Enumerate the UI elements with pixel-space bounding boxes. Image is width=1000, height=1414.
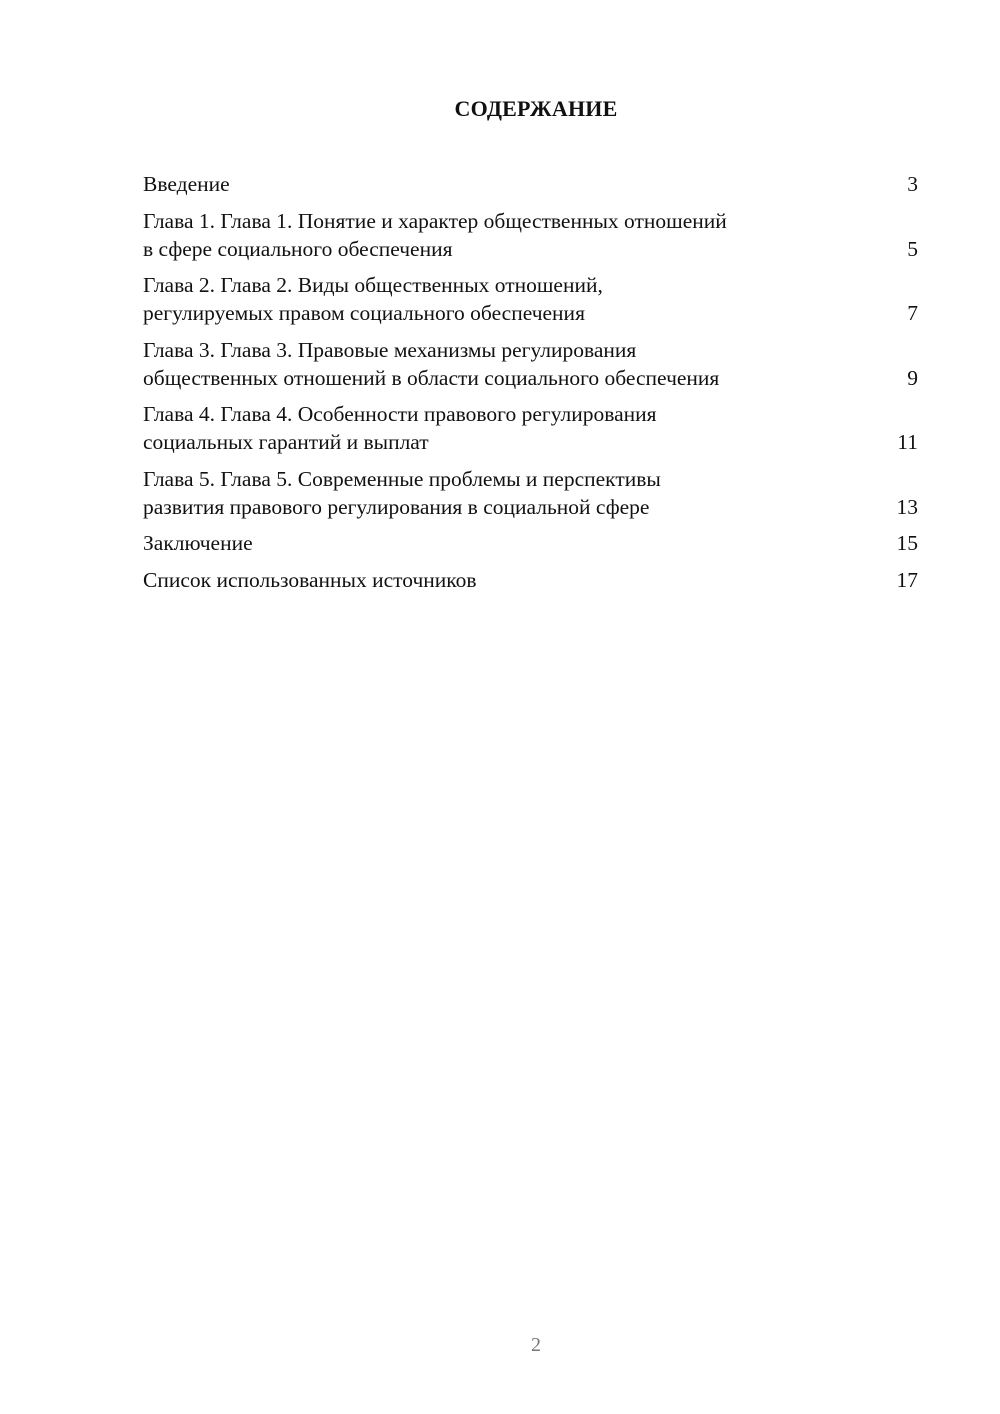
toc-entry-references <box>143 566 918 594</box>
toc-entry-line: развития правового регулирования в социальной сфере <box>143 494 650 519</box>
toc-entry-page: 15 <box>896 531 918 555</box>
toc-entry-page: 9 <box>907 365 918 390</box>
toc-entry-line: социальных гарантий и выплат <box>143 430 429 454</box>
toc-title <box>0 96 1000 122</box>
toc-entry-introduction <box>143 170 918 198</box>
toc-entry-text <box>143 170 230 198</box>
toc-entry-text <box>143 465 661 521</box>
toc-title-text: СОДЕРЖАНИЕ <box>454 96 618 121</box>
toc-entry-line: общественных отношений в области социального обеспечения <box>143 365 720 390</box>
toc-entry-text <box>143 336 719 392</box>
table-of-contents <box>143 170 918 602</box>
toc-entry-page: 17 <box>896 567 918 592</box>
toc-entry-text <box>143 566 477 594</box>
page-number: 2 <box>531 1334 541 1356</box>
toc-entry-line: в сфере социального обеспечения <box>143 236 453 261</box>
toc-entry-line: Глава 3. Глава 3. Правовые механизмы регулирования <box>143 337 637 362</box>
toc-entry-chapter-2 <box>143 271 918 327</box>
toc-entry-line: Глава 2. Глава 2. Виды общественных отношений, <box>143 273 603 297</box>
toc-entry-line: Глава 5. Глава 5. Современные проблемы и перспективы <box>143 466 661 491</box>
toc-entry-text <box>143 207 727 263</box>
toc-entry-line: Заключение <box>143 531 253 555</box>
toc-entry-text <box>143 529 253 557</box>
toc-entry-chapter-4 <box>143 400 918 456</box>
toc-entry-page: 11 <box>897 430 918 454</box>
toc-entry-chapter-3 <box>143 336 918 392</box>
toc-entry-page: 7 <box>907 301 918 325</box>
toc-entry-chapter-1 <box>143 207 918 263</box>
toc-entry-text <box>143 400 657 456</box>
toc-entry-page: 5 <box>907 236 918 261</box>
toc-entry-line: регулируемых правом социального обеспечения <box>143 301 585 325</box>
toc-entry-chapter-5 <box>143 465 918 521</box>
toc-entry-line: Глава 4. Глава 4. Особенности правового регулирования <box>143 402 657 426</box>
toc-entry-text <box>143 271 603 327</box>
toc-entry-line: Глава 1. Глава 1. Понятие и характер общественных отношений <box>143 208 727 233</box>
toc-entry-page: 3 <box>907 172 918 196</box>
toc-entry-page: 13 <box>896 494 918 519</box>
toc-entry-conclusion <box>143 529 918 557</box>
toc-entry-line: Введение <box>143 172 230 196</box>
toc-entry-line: Список использованных источников <box>143 567 477 592</box>
